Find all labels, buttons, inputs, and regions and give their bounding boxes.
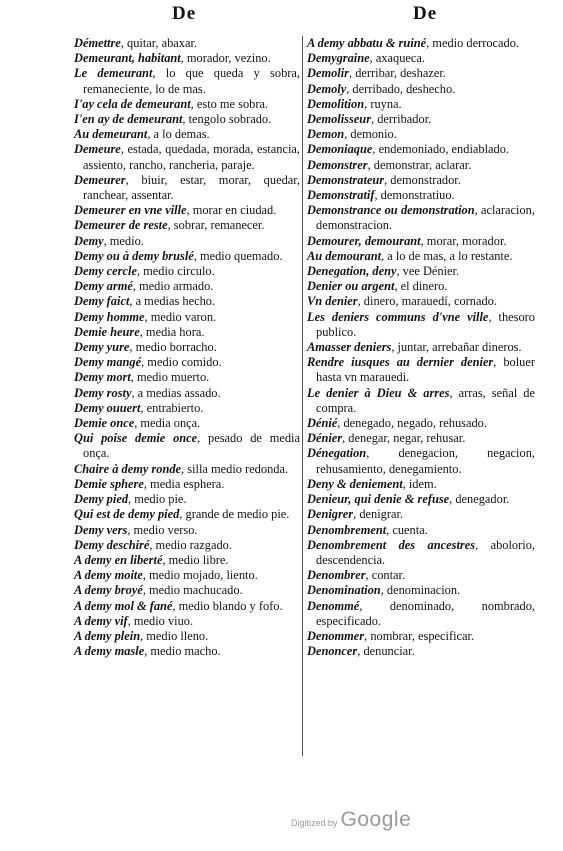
dictionary-entry xyxy=(74,401,300,416)
dictionary-entry xyxy=(74,127,300,142)
entry-definition: , medio libre. xyxy=(162,552,229,567)
dictionary-entry xyxy=(307,644,535,659)
entry-definition: , a medias hecho. xyxy=(129,294,216,309)
dictionary-entry xyxy=(74,583,300,598)
entry-headword: Dénegation xyxy=(307,446,367,461)
entry-definition: , pesado de media onça. xyxy=(83,431,300,461)
entry-headword: Chaire à demy ronde xyxy=(74,461,182,476)
dictionary-entry xyxy=(74,234,300,249)
entry-definition: , morar en ciudad. xyxy=(186,203,277,218)
dictionary-entry xyxy=(74,36,300,51)
entry-definition: , medio lleno. xyxy=(140,628,209,643)
dictionary-entry xyxy=(307,492,535,507)
entry-headword: Le demeurant xyxy=(74,66,153,81)
entry-definition: , abolorio, descendencia. xyxy=(316,537,535,567)
entry-headword: Demonstrer xyxy=(307,157,368,172)
entry-definition: , derribado, deshecho. xyxy=(346,81,456,96)
entry-headword: Denombrement des ancestres xyxy=(307,537,476,552)
entry-headword: Le denier à Dieu & arres xyxy=(307,385,450,400)
entry-headword: Démettre xyxy=(74,36,121,50)
entry-headword: Demy deschiré xyxy=(74,537,150,552)
entry-headword: Vn denier xyxy=(307,294,358,309)
entry-headword: Demy homme xyxy=(74,309,145,324)
entry-headword: A demy abbatu & ruiné xyxy=(307,36,427,50)
dictionary-entry xyxy=(307,173,535,188)
dictionary-entry xyxy=(307,188,535,203)
entry-headword: Demolir xyxy=(307,66,349,81)
entry-headword: Demy armé xyxy=(74,279,133,294)
entry-definition: , medio razgado. xyxy=(149,537,232,552)
entry-definition: , denegar, negar, rehusar. xyxy=(342,431,466,446)
entry-definition: , medio mojado, liento. xyxy=(142,568,258,583)
entry-headword: A demy vif xyxy=(74,613,128,628)
entry-headword: Denigrer xyxy=(307,507,354,522)
dictionary-entry xyxy=(307,340,535,355)
entry-definition: , demonstrar, aclarar. xyxy=(367,157,472,172)
dictionary-entry xyxy=(307,355,535,385)
dictionary-entry xyxy=(307,477,535,492)
dictionary-entry xyxy=(74,492,300,507)
entry-definition: , biuir, estar, morar, quedar, ranchear, assentar. xyxy=(83,172,300,203)
dictionary-entry xyxy=(74,507,300,522)
entry-definition: , medio comido. xyxy=(141,355,222,370)
dictionary-entry xyxy=(307,507,535,522)
entry-headword: Demeurer en vne ville xyxy=(74,203,187,218)
entry-definition: , media hora. xyxy=(139,324,205,339)
dictionary-entry xyxy=(307,36,535,51)
dictionary-entry xyxy=(74,66,300,96)
dictionary-entry xyxy=(74,644,300,659)
entry-definition: , cuenta. xyxy=(386,522,428,537)
entry-headword: Demy mort xyxy=(74,370,131,385)
entry-headword: Demeurer xyxy=(74,172,126,187)
entry-definition: , arras, señal de compra. xyxy=(316,385,536,415)
dictionary-entry xyxy=(307,127,535,142)
entry-definition: , media esphera. xyxy=(143,476,225,491)
entry-headword: Denombrer xyxy=(307,568,366,583)
dictionary-entry xyxy=(307,97,535,112)
dictionary-entry xyxy=(307,538,535,568)
entry-headword: Amasser deniers xyxy=(307,340,392,355)
entry-headword: Demeurant, habitant xyxy=(74,51,181,66)
entry-definition: , demonstratiuo. xyxy=(374,188,455,203)
entry-headword: Deny & deniement xyxy=(307,476,403,491)
entry-headword: Denombrement xyxy=(307,522,387,537)
entry-headword: Demie sphere xyxy=(74,476,144,491)
entry-headword: Demoniaque xyxy=(307,142,373,157)
dictionary-entry xyxy=(74,599,300,614)
entry-headword: A demy broyé xyxy=(74,583,143,598)
entry-headword: Dénier xyxy=(307,431,343,446)
entry-headword: A demy plein xyxy=(74,628,141,643)
entry-headword: Demy faict xyxy=(74,294,130,309)
entry-headword: Demoly xyxy=(307,81,347,96)
dictionary-entry xyxy=(74,355,300,370)
entry-definition: , a lo demas. xyxy=(147,127,210,142)
entry-headword: Demon xyxy=(307,127,345,142)
entry-headword: Demolisseur xyxy=(307,112,372,127)
entry-definition: , vee Dénier. xyxy=(396,264,460,279)
running-head-left: De xyxy=(172,3,197,24)
entry-definition: , denigrar. xyxy=(353,507,404,522)
dictionary-entry xyxy=(307,249,535,264)
entry-definition: , dinero, marauedí, cornado. xyxy=(357,294,497,309)
entry-headword: Rendre iusques au dernier denier xyxy=(307,355,494,370)
entry-headword: Demy ouuert xyxy=(74,400,141,415)
entry-definition: , ruyna. xyxy=(364,96,402,111)
entry-headword: Demygraine xyxy=(307,51,370,66)
entry-definition: , aclaracion, demonstracion. xyxy=(316,203,535,233)
right-column xyxy=(307,36,535,659)
entry-definition: , denegador. xyxy=(449,492,510,507)
entry-headword: Qui est de demy pied xyxy=(74,507,180,522)
entry-headword: Demy cercle xyxy=(74,264,137,279)
entry-definition: , a medias assado. xyxy=(131,385,221,400)
dictionary-entry xyxy=(74,173,300,203)
entry-headword: I'en ay de demeurant xyxy=(74,112,183,127)
entry-headword: Denommé xyxy=(307,598,360,613)
dictionary-entry xyxy=(74,370,300,385)
dictionary-entry xyxy=(74,264,300,279)
entry-headword: Demy vers xyxy=(74,522,128,537)
entry-headword: Denommer xyxy=(307,628,365,643)
entry-definition: , demonstrador. xyxy=(384,172,461,187)
entry-definition: , denominacion. xyxy=(380,583,461,598)
entry-definition: , medio muerto. xyxy=(130,370,210,385)
dictionary-entry xyxy=(74,325,300,340)
dictionary-entry xyxy=(307,583,535,598)
dictionary-entry xyxy=(74,294,300,309)
entry-definition: , medio armado. xyxy=(132,279,214,294)
entry-definition: , medio derrocado. xyxy=(426,36,520,50)
dictionary-entry xyxy=(74,203,300,218)
dictionary-entry xyxy=(74,340,300,355)
entry-headword: A demy en liberté xyxy=(74,552,163,567)
entry-definition: , grande de medio pie. xyxy=(179,507,290,522)
entry-headword: Denier ou argent xyxy=(307,279,395,294)
entry-definition: , silla medio redonda. xyxy=(181,461,289,476)
entry-definition: , denegado, negado, rehusado. xyxy=(337,416,487,431)
entry-headword: Demy mangé xyxy=(74,355,142,370)
entry-headword: Les deniers communs d'vne ville xyxy=(307,309,489,324)
column-divider xyxy=(302,36,303,756)
dictionary-entry xyxy=(74,477,300,492)
dictionary-entry xyxy=(74,629,300,644)
left-column xyxy=(74,36,300,659)
entry-definition: , medio varon. xyxy=(144,309,217,324)
entry-headword: A demy moite xyxy=(74,568,143,583)
entry-definition: , el dinero. xyxy=(394,279,448,294)
dictionary-entry xyxy=(74,538,300,553)
dictionary-entry xyxy=(307,82,535,97)
dictionary-entry xyxy=(74,97,300,112)
entry-headword: A demy mol & fané xyxy=(74,598,173,613)
entry-definition: , lo que queda y sobra, remaneciente, lo de mas. xyxy=(83,66,300,96)
dictionary-entry xyxy=(307,416,535,431)
entry-definition: , medio blando y fofo. xyxy=(172,598,283,613)
entry-headword: Demeure xyxy=(74,142,121,157)
dictionary-entry xyxy=(307,66,535,81)
entry-definition: , medio verso. xyxy=(127,522,198,537)
entry-headword: Dénié xyxy=(307,416,338,431)
entry-headword: A demy masle xyxy=(74,644,145,659)
entry-definition: , medio pie. xyxy=(128,492,187,507)
dictionary-entry xyxy=(307,264,535,279)
entry-definition: , derribador. xyxy=(371,112,432,127)
entry-headword: Demonstrateur xyxy=(307,172,385,187)
running-head-right: De xyxy=(413,3,438,24)
dictionary-entry xyxy=(74,279,300,294)
dictionary-entry xyxy=(307,568,535,583)
entry-definition: , medio macho. xyxy=(144,644,221,659)
dictionary-entry xyxy=(74,614,300,629)
entry-definition: , medio viuo. xyxy=(127,613,194,628)
entry-headword: Qui poise demie once xyxy=(74,431,198,446)
entry-headword: Demolition xyxy=(307,96,365,111)
dictionary-entry xyxy=(74,523,300,538)
entry-headword: Demourer, demourant xyxy=(307,233,421,248)
dictionary-entry xyxy=(307,294,535,309)
entry-definition: , entrabierto. xyxy=(140,400,204,415)
entry-headword: Denieur, qui denie & refuse xyxy=(307,492,450,507)
entry-definition: , quitar, abaxar. xyxy=(120,36,198,50)
entry-definition: , morador, vezino. xyxy=(180,51,271,66)
watermark-prefix: Digitized by xyxy=(291,818,338,828)
dictionary-entry xyxy=(307,599,535,629)
entry-definition: , nombrar, especificar. xyxy=(364,628,475,643)
entry-definition: , denegacion, negacion, rehusamiento, denegamiento. xyxy=(316,446,535,476)
entry-definition: , thesoro publico. xyxy=(316,309,535,339)
entry-definition: , demonio. xyxy=(344,127,397,142)
dictionary-entry xyxy=(307,51,535,66)
dictionary-entry xyxy=(74,416,300,431)
entry-headword: Au demourant xyxy=(307,248,382,263)
entry-headword: Denoncer xyxy=(307,644,358,659)
dictionary-entry xyxy=(74,462,300,477)
dictionary-entry xyxy=(74,431,300,461)
entry-definition: , derribar, deshazer. xyxy=(349,66,446,81)
entry-definition: , medio machucado. xyxy=(142,583,243,598)
dictionary-entry xyxy=(307,431,535,446)
entry-headword: Demy yure xyxy=(74,340,130,355)
entry-definition: , tengolo sobrado. xyxy=(182,112,272,127)
entry-definition: , boluer hasta vn marauedi. xyxy=(316,355,535,385)
digitized-watermark xyxy=(291,808,411,832)
dictionary-entry xyxy=(307,310,535,340)
dictionary-entry xyxy=(74,386,300,401)
entry-definition: , contar. xyxy=(365,568,406,583)
entry-definition: , medio quemado. xyxy=(193,248,283,263)
dictionary-entry xyxy=(74,112,300,127)
entry-definition: , media onça. xyxy=(134,416,201,431)
entry-headword: Demy pied xyxy=(74,492,129,507)
dictionary-entry xyxy=(307,279,535,294)
entry-headword: Demonstrance ou demonstration xyxy=(307,203,475,218)
dictionary-entry xyxy=(307,112,535,127)
dictionary-entry xyxy=(307,142,535,157)
entry-definition: , medio circulo. xyxy=(136,264,215,279)
dictionary-entry xyxy=(74,310,300,325)
dictionary-entry xyxy=(74,218,300,233)
entry-definition: , denunciar. xyxy=(357,644,415,659)
entry-definition: , endemoniado, endiablado. xyxy=(372,142,510,157)
entry-headword: Denegation, deny xyxy=(307,264,397,279)
entry-definition: , idem. xyxy=(402,476,437,491)
entry-definition: , morar, morador. xyxy=(420,233,507,248)
dictionary-entry xyxy=(74,142,300,172)
dictionary-entry xyxy=(307,629,535,644)
entry-definition: , denominado, nombrado, especificado. xyxy=(316,598,535,628)
dictionary-entry xyxy=(307,158,535,173)
dictionary-entry xyxy=(74,553,300,568)
entry-headword: Demeurer de reste xyxy=(74,218,168,233)
entry-headword: Demie heure xyxy=(74,324,140,339)
dictionary-entry xyxy=(307,446,535,476)
entry-definition: , axaqueca. xyxy=(369,51,426,66)
entry-definition: , estada, quedada, morada, estancia, assiento, rancho, rancheria, paraje. xyxy=(83,142,300,172)
entry-headword: Demy xyxy=(74,233,104,248)
entry-headword: I'ay cela de demeurant xyxy=(74,96,191,111)
entry-headword: Denomination xyxy=(307,583,381,598)
entry-headword: Demonstratif xyxy=(307,188,375,203)
dictionary-entry xyxy=(307,234,535,249)
entry-definition: , medio. xyxy=(103,233,144,248)
dictionary-entry xyxy=(307,386,535,416)
entry-definition: , esto me sobra. xyxy=(190,96,269,111)
entry-headword: Demy ou à demy bruslé xyxy=(74,248,194,263)
dictionary-entry xyxy=(307,523,535,538)
entry-definition: , a lo de mas, a lo restante. xyxy=(381,248,513,263)
entry-definition: , medio borracho. xyxy=(129,340,217,355)
entry-definition: , juntar, arrebañar dineros. xyxy=(391,340,522,355)
dictionary-entry xyxy=(74,249,300,264)
dictionary-entry xyxy=(74,51,300,66)
dictionary-entry xyxy=(307,203,535,233)
dictionary-entry xyxy=(74,568,300,583)
entry-headword: Au demeurant xyxy=(74,127,148,142)
watermark-brand: Google xyxy=(340,808,412,831)
entry-headword: Demie once xyxy=(74,416,135,431)
entry-headword: Demy rosty xyxy=(74,385,132,400)
entry-definition: , sobrar, remanecer. xyxy=(167,218,265,233)
